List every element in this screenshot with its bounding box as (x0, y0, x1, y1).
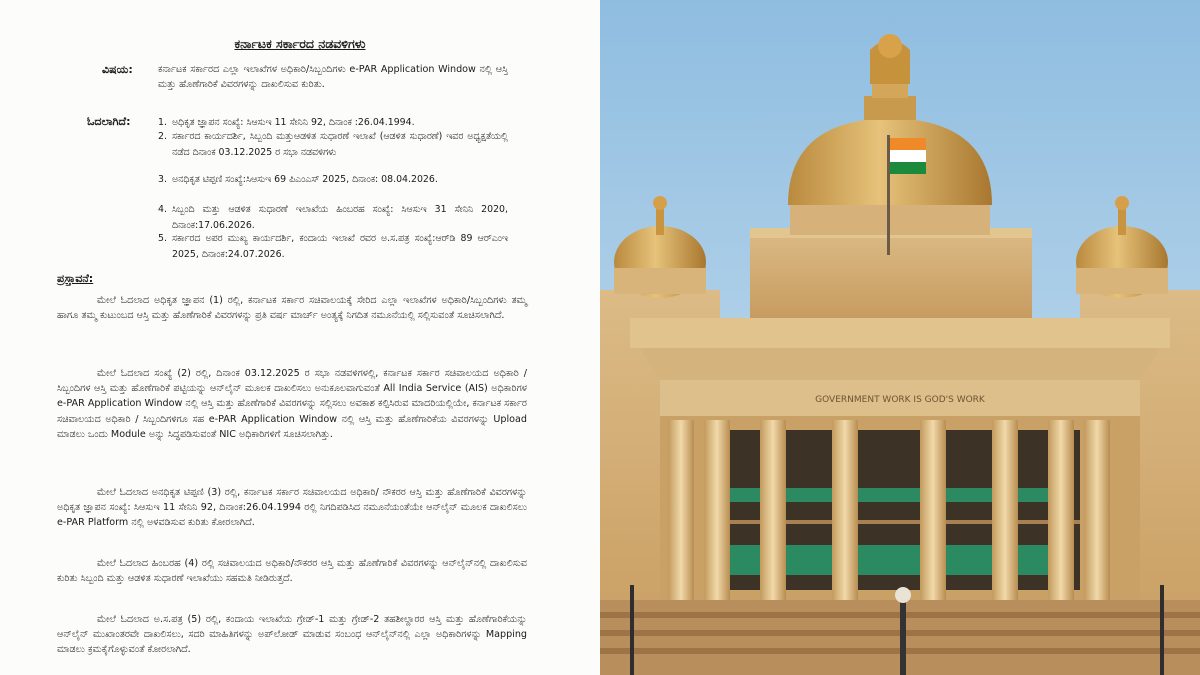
paragraph-text: ಮೇಲೆ ಓದಲಾದ ಅ.ಸ.ಪತ್ರ (5) ರಲ್ಲಿ, ಕಂದಾಯ ಇಲಾಖೆಯ ಗ್ರೇಡ್-1 ಮತ್ತು ಗ್ರೇಡ್-2 ತಹಶೀಲ್ದಾರರ ಆಸ್ತಿ ಮತ್ತು ಹೊಣೆಗಾರಿಕೆಯನ್ನು ಆನ್‌ಲೈನ್ ಮುಖಾಂತರವೇ ದಾಖಲಿಸಲು, ಸದರಿ ಮಾಹಿತಿಗಳನ್ನು ಅಪ್‌ಲೋಡ್ ಮಾಡುವ ಸಂಬಂಧ ಆನ್‌ಲೈನ್‌ನಲ್ಲಿ ಎಲ್ಲಾ ಅಧಿಕಾರಿಗಳನ್ನು Mapping ಮಾಡಲು ಕ್ರಮಕೈಗೊಳ್ಳುವಂತೆ ಕೋರಲಾಗಿದೆ. (57, 614, 527, 656)
reference-label: ಓದಲಾಗಿದೆ: (87, 115, 131, 128)
reference-text: ಸಿಬ್ಬಂದಿ ಮತ್ತು ಆಡಳಿತ ಸುಧಾರಣೆ ಇಲಾಖೆಯ ಹಿಂಬರಹ ಸಂಖ್ಯೆ: ಸಿಆಸುಇ 31 ಸೇನಿನಿ 2020, ದಿನಾಂಕ:17.06.2026. (172, 204, 508, 231)
reference-number: 1. (158, 117, 167, 128)
paragraph (57, 556, 527, 586)
facade-inscription: GOVERNMENT WORK IS GOD'S WORK (815, 395, 985, 405)
paragraph (57, 612, 527, 658)
reference-text: ಸರ್ಕಾರದ ಅಪರ ಮುಖ್ಯ ಕಾರ್ಯದರ್ಶಿ, ಕಂದಾಯ ಇಲಾಖೆ ರವರ ಅ.ಸ.ಪತ್ರ ಸಂಖ್ಯೆ:ಆರ್‌ಡಿ 89 ಆರ್‌ಎಂಇ 2025, ದಿನಾಂಕ:24.07.2026. (172, 233, 508, 260)
reference-text: ಅನಧಿಕೃತ ಟಿಪ್ಪಣಿ ಸಂಖ್ಯೆ:ಸಿಆಸುಇ 69 ಪಿಎಂಎಸ್ 2025, ದಿನಾಂಕ: 08.04.2026. (172, 174, 438, 185)
paragraph-text: ಮೇಲೆ ಓದಲಾದ ಹಿಂಬರಹ (4) ರಲ್ಲಿ ಸಚಿವಾಲಯದ ಅಧಿಕಾರಿ/ನೌಕರರ ಆಸ್ತಿ ಮತ್ತು ಹೊಣೆಗಾರಿಕೆ ವಿವರಗಳನ್ನು ಆನ್‌ಲೈನ್‌ನಲ್ಲಿ ದಾಖಲಿಸುವ ಕುರಿತು ಸಿಬ್ಬಂದಿ ಮತ್ತು ಆಡಳಿತ ಸುಧಾರಣೆ ಇಲಾಖೆಯು ಸಹಮತಿ ನೀಡಿರುತ್ತದೆ. (57, 558, 527, 585)
vidhana-soudha-photo (600, 0, 1200, 675)
paragraph (57, 366, 527, 442)
reference-number: 5. (158, 233, 167, 244)
reference-number: 4. (158, 204, 167, 215)
paragraph (57, 485, 527, 531)
reference-number: 3. (158, 174, 167, 185)
reference-item (158, 129, 508, 160)
paragraph-text: ಮೇಲೆ ಓದಲಾದ ಅಧಿಕೃತ ಜ್ಞಾಪನ (1) ರಲ್ಲಿ, ಕರ್ನಾಟಕ ಸರ್ಕಾರ ಸಚಿವಾಲಯಕ್ಕೆ ಸೇರಿದ ಎಲ್ಲಾ ಇಲಾಖೆಗಳ ಅಧಿಕಾರಿ/ಸಿಬ್ಬಂದಿಗಳು ತಮ್ಮ ಹಾಗೂ ತಮ್ಮ ಕುಟುಂಬದ ಆಸ್ತಿ ಮತ್ತು ಹೊಣೆಗಾರಿಕೆ ವಿವರಗಳನ್ನು ಪ್ರತಿ ವರ್ಷ ಮಾರ್ಚ್ ಅಂತ್ಯಕ್ಕೆ ನಿಗದಿತ ನಮೂನೆಯಲ್ಲಿ ಸಲ್ಲಿಸುವಂತೆ ಸೂಚಿಸಲಾಗಿದೆ. (57, 295, 527, 322)
building-illustration (600, 0, 1200, 675)
reference-number: 2. (158, 131, 167, 142)
paragraph-text: ಮೇಲೆ ಓದಲಾದ ಅನಧಿಕೃತ ಟಿಪ್ಪಣಿ (3) ರಲ್ಲಿ, ಕರ್ನಾಟಕ ಸರ್ಕಾರ ಸಚಿವಾಲಯದ ಅಧಿಕಾರಿ/ ನೌಕರರ ಆಸ್ತಿ ಮತ್ತು ಹೊಣೆಗಾರಿಕೆ ವಿವರಗಳನ್ನು ಅಧಿಕೃತ ಜ್ಞಾಪನ ಸಂಖ್ಯೆ: ಸಿಆಸುಇ 11 ಸೇನಿನಿ 92, ದಿನಾಂಕ:26.04.1994 ರಲ್ಲಿ ನಿಗದಿಪಡಿಸಿದ ನಮೂನೆಯಂತೆಯೇ ಆನ್‌ಲೈನ್ ಮೂಲಕ ದಾಖಲಿಸಲು e-PAR Platform ನಲ್ಲಿ ಅಳವಡಿಸುವ ಕುರಿತು ಕೋರಲಾಗಿದೆ. (57, 487, 527, 529)
paragraph (57, 293, 527, 323)
subject-text: ಕರ್ನಾಟಕ ಸರ್ಕಾರದ ಎಲ್ಲಾ ಇಲಾಖೆಗಳ ಅಧಿಕಾರಿ/ಸಿಬ್ಬಂದಿಗಳು e-PAR Application Window ನಲ್ಲಿ ಆಸ್ತಿ ಮತ್ತು ಹೊಣೆಗಾರಿಕೆ ವಿವರಗಳನ್ನು ದಾಖಲಿಸುವ ಕುರಿತು. (158, 64, 508, 90)
preamble-label: ಪ್ರಸ್ತಾವನೆ: (57, 272, 94, 285)
reference-item (158, 231, 508, 262)
paragraph-text: ಮೇಲೆ ಓದಲಾದ ಸಂಖ್ಯೆ (2) ರಲ್ಲಿ, ದಿನಾಂಕ 03.12.2025 ರ ಸಭಾ ನಡವಳಿಗಳಲ್ಲಿ, ಕರ್ನಾಟಕ ಸರ್ಕಾರ ಸಚಿವಾಲಯದ ಅಧಿಕಾರಿ / ಸಿಬ್ಬಂದಿಗಳ ಆಸ್ತಿ ಮತ್ತು ಹೊಣೆಗಾರಿಕೆ ಪಟ್ಟಿಯನ್ನು ಆನ್‌ಲೈನ್ ಮೂಲಕ ದಾಖಲಿಸಲು ಅನುಕೂಲವಾಗುವಂತೆ All India Service (AIS) ಅಧಿಕಾರಿಗಳ e-PAR Application Window ನಲ್ಲಿ ಆಸ್ತಿ ಮತ್ತು ಹೊಣೆಗಾರಿಕೆ ವಿವರಗಳನ್ನು ಸಲ್ಲಿಸಲು ಅವಕಾಶ ಕಲ್ಪಿಸಿರುವ ಮಾದರಿಯಲ್ಲಿಯೇ, ಕರ್ನಾಟಕ ಸರ್ಕಾರ ಸಚಿವಾಲಯದ ಅಧಿಕಾರಿ / ಸಿಬ್ಬಂದಿಗಳಿಗೂ ಸಹ e-PAR Application Window ನಲ್ಲಿ ಆಸ್ತಿ ಮತ್ತು ಹೊಣೆಗಾರಿಕೆಯ ವಿವರಗಳನ್ನು Upload ಮಾಡಲು ಒಂದು Module ಅನ್ನು ಸಿದ್ಧಪಡಿಸುವಂತೆ NIC ಅಧಿಕಾರಿಗಳಿಗೆ ಸೂಚಿಸಲಾಗಿತ್ತು. (57, 368, 527, 440)
reference-text: ಸರ್ಕಾರದ ಕಾರ್ಯದರ್ಶಿ, ಸಿಬ್ಬಂದಿ ಮತ್ತುಆಡಳಿತ ಸುಧಾರಣೆ ಇಲಾಖೆ (ಆಡಳಿತ ಸುಧಾರಣೆ) ಇವರ ಅಧ್ಯಕ್ಷತೆಯಲ್ಲಿ ನಡೆದ ದಿನಾಂಕ 03.12.2025 ರ ಸಭಾ ನಡವಳಿಗಳು (172, 131, 508, 158)
reference-text: ಅಧಿಕೃತ ಜ್ಞಾಪನ ಸಂಖ್ಯೆ: ಸಿಆಸುಇ 11 ಸೇನಿನಿ 92, ದಿನಾಂಕ :26.04.1994. (172, 117, 415, 128)
subject-label: ವಿಷಯ: (102, 63, 133, 76)
document-title: ಕರ್ನಾಟಕ ಸರ್ಕಾರದ ನಡವಳಿಗಳು (234, 36, 366, 51)
reference-item (158, 202, 508, 233)
reference-item (158, 172, 508, 188)
